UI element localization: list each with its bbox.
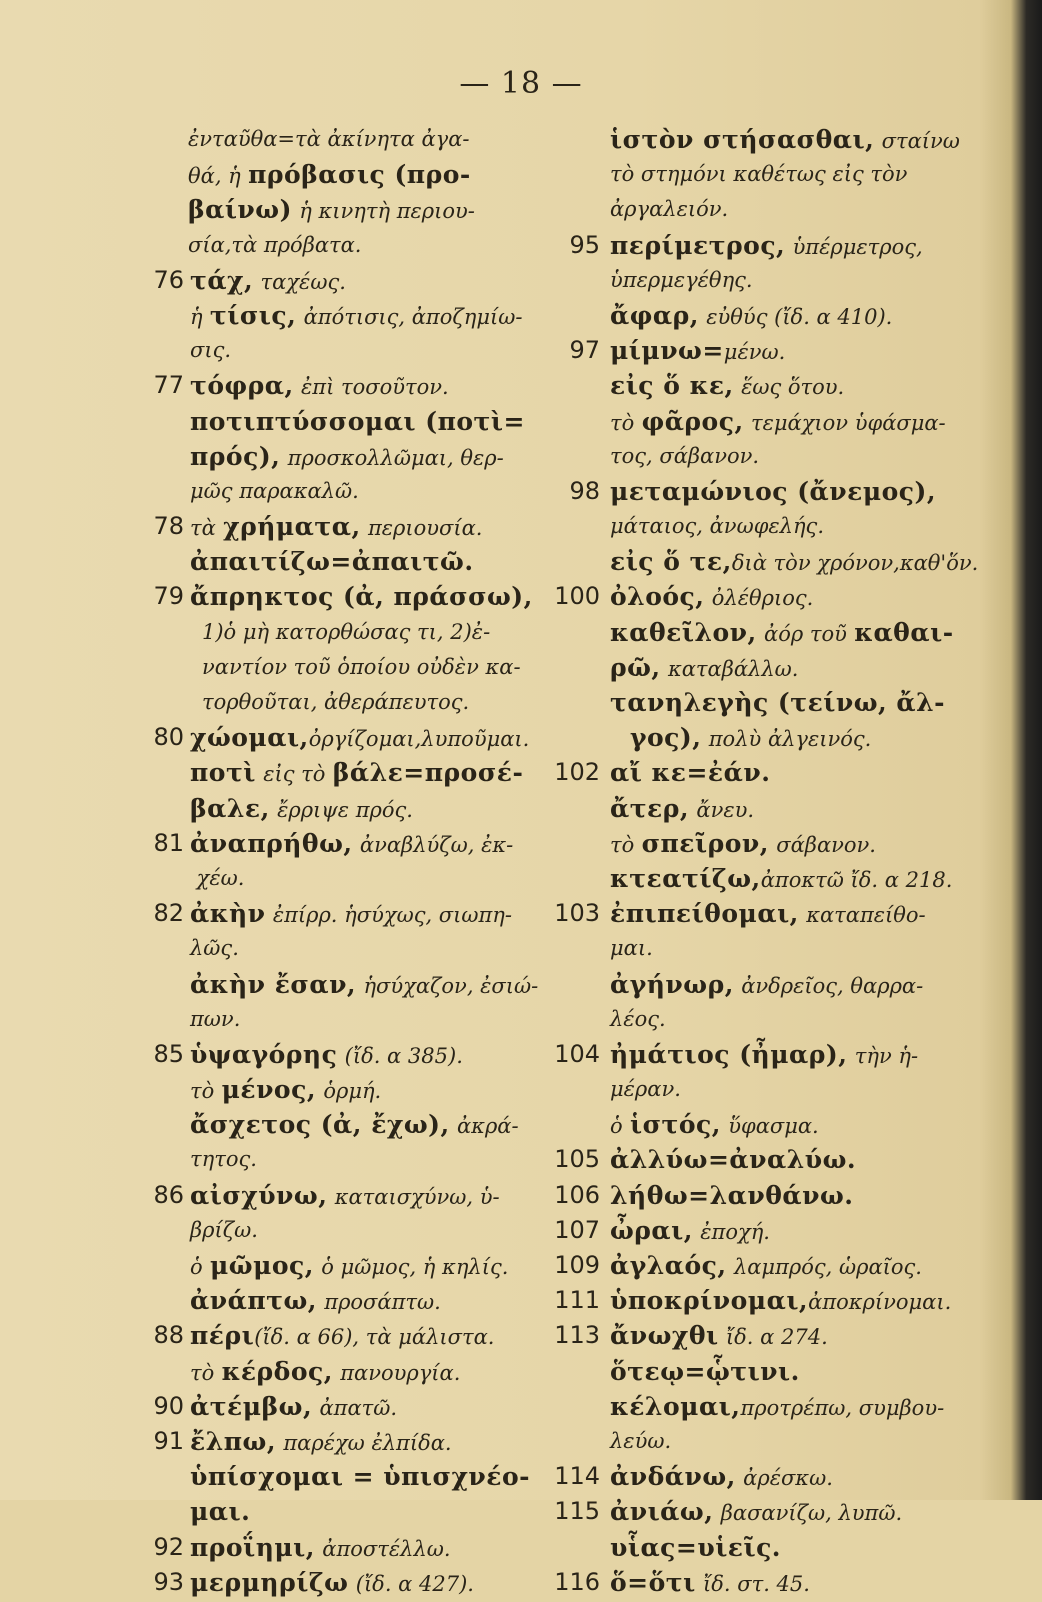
glossary-text: μεταμώνιος (ἄνεμος),	[610, 476, 937, 506]
line-number: 90	[153, 1391, 184, 1420]
glossary-line	[140, 157, 540, 192]
glossary-line	[540, 720, 980, 755]
glossary-line	[540, 1142, 980, 1177]
glossary-text: ἀλλύω=ἀναλύω.	[610, 1145, 857, 1175]
line-number: 91	[153, 1426, 184, 1455]
glossary-line	[140, 791, 540, 826]
glossary-line	[140, 1318, 540, 1353]
glossary-line	[540, 1459, 980, 1494]
glossary-line	[140, 1354, 540, 1389]
glossary-text: ἠμάτιος (ἦμαρ), τὴν ἡ-	[610, 1039, 919, 1069]
line-number: 116	[554, 1567, 600, 1596]
glossary-line	[140, 1389, 540, 1424]
glossary-line	[540, 1424, 980, 1459]
glossary-line	[140, 615, 540, 650]
glossary-line	[540, 967, 980, 1002]
glossary-text: προΐημι, ἀποστέλλω.	[190, 1532, 451, 1562]
glossary-text: εἰς ὅ τε,διὰ τὸν χρόνον,καθ'ὅν.	[610, 547, 979, 577]
glossary-line	[540, 861, 980, 896]
glossary-line	[140, 1037, 540, 1072]
line-number: 78	[153, 512, 184, 541]
glossary-text: καθεῖλον, ἀόρ τοῦ καθαι-	[610, 617, 954, 647]
glossary-text: μαι.	[610, 936, 653, 961]
glossary-line	[140, 1424, 540, 1459]
glossary-line	[540, 509, 980, 544]
glossary-line	[540, 544, 980, 579]
line-number: 97	[569, 336, 600, 365]
glossary-line	[140, 826, 540, 861]
glossary-text: βαίνω) ἡ κινητὴ περιου-	[188, 195, 475, 225]
line-number: 100	[554, 582, 600, 611]
glossary-line	[540, 228, 980, 263]
glossary-line	[140, 228, 540, 263]
glossary-text: ἐπιπείθομαι, καταπείθο-	[610, 899, 926, 929]
glossary-text: εἰς ὅ κε, ἕως ὅτου.	[610, 371, 845, 401]
glossary-line	[140, 861, 540, 896]
glossary-text: ναντίον τοῦ ὁποίου οὐδὲν κα-	[202, 654, 521, 679]
glossary-line	[140, 1530, 540, 1565]
glossary-text: τορθοῦται, ἀθεράπευτος.	[202, 690, 470, 714]
glossary-line	[540, 333, 980, 368]
glossary-text: ἄνωχθι ἴδ. α 274.	[610, 1321, 828, 1351]
glossary-line	[540, 826, 980, 861]
glossary-text: ἔλπω, παρέχω ἐλπίδα.	[190, 1426, 452, 1456]
glossary-line	[540, 404, 980, 439]
glossary-line	[140, 896, 540, 931]
glossary-text: ἀνδάνω, ἀρέσκω.	[610, 1462, 833, 1492]
glossary-text: τὸ μένος, ὁρμή.	[190, 1075, 382, 1105]
glossary-text: ὑψαγόρης (ἴδ. α 385).	[190, 1039, 463, 1069]
glossary-line	[540, 368, 980, 403]
glossary-text: ρῶ, καταβάλλω.	[610, 652, 799, 682]
glossary-line	[140, 1002, 540, 1037]
glossary-text: μάταιος, ἀνωφελής.	[610, 514, 824, 539]
glossary-line	[540, 1072, 980, 1107]
glossary-line	[540, 896, 980, 931]
glossary-text: σία,τὰ πρόβατα.	[188, 232, 362, 257]
glossary-line	[140, 650, 540, 685]
line-number: 114	[554, 1462, 600, 1491]
glossary-text: ἀγήνωρ, ἀνδρεῖος, θαρρα-	[610, 969, 924, 999]
glossary-line	[140, 544, 540, 579]
glossary-text: ἀκὴν ἐπίρρ. ἡσύχως, σιωπη-	[190, 899, 512, 929]
glossary-line	[540, 650, 980, 685]
glossary-text: μαι.	[190, 1497, 251, 1527]
glossary-text: πων.	[190, 1006, 241, 1031]
glossary-line	[540, 157, 980, 192]
line-number: 81	[153, 828, 184, 857]
glossary-text: τὰ χρήματα, περιουσία.	[190, 512, 483, 542]
glossary-line	[140, 579, 540, 614]
glossary-text: μίμνω=μένω.	[610, 336, 786, 366]
page-number: — 18 —	[459, 66, 583, 101]
glossary-line	[140, 509, 540, 544]
glossary-line	[540, 122, 980, 157]
glossary-text: τὸ κέρδος, πανουργία.	[190, 1356, 461, 1386]
line-number: 79	[153, 582, 184, 611]
glossary-line	[540, 1354, 980, 1389]
glossary-line	[540, 1248, 980, 1283]
glossary-text: ἀτέμβω, ἀπατῶ.	[190, 1391, 398, 1421]
glossary-text: ὁ μῶμος, ὁ μῶμος, ἡ κηλίς.	[190, 1251, 509, 1280]
glossary-text: λεύω.	[610, 1428, 672, 1453]
line-number: 113	[554, 1321, 600, 1350]
glossary-text: αἰσχύνω, καταισχύνω, ὑ-	[190, 1180, 500, 1210]
glossary-text: ἀκὴν ἔσαν, ἡσύχαζον, ἐσιώ-	[190, 969, 539, 999]
glossary-text: ἀνιάω, βασανίζω, λυπῶ.	[610, 1497, 903, 1527]
glossary-text: ἄπρηκτος (ἀ, πράσσω),	[190, 582, 533, 612]
line-number: 95	[569, 230, 600, 259]
glossary-line	[540, 791, 980, 826]
glossary-line	[540, 931, 980, 966]
line-number: 85	[153, 1039, 184, 1068]
glossary-line	[140, 1107, 540, 1142]
line-number: 88	[153, 1321, 184, 1350]
glossary-line	[140, 122, 540, 157]
glossary-text: ἀργαλειόν.	[610, 197, 729, 222]
glossary-text: τὸ στημόνι καθέτως εἰς τὸν	[610, 162, 908, 187]
glossary-line	[540, 1530, 980, 1565]
line-number: 82	[153, 899, 184, 928]
line-number: 103	[554, 899, 600, 928]
glossary-line	[540, 685, 980, 720]
glossary-text: ἄφαρ, εὐθύς (ἴδ. α 410).	[610, 300, 893, 330]
glossary-text: σις.	[190, 338, 232, 363]
glossary-text: ὑπερμεγέθης.	[610, 267, 753, 292]
line-number: 77	[153, 371, 184, 400]
line-number: 80	[153, 723, 184, 752]
glossary-text: κέλομαι,προτρέπω, συμβου-	[610, 1391, 945, 1421]
glossary-line	[140, 720, 540, 755]
glossary-line	[140, 1072, 540, 1107]
glossary-line	[140, 931, 540, 966]
glossary-text: τόφρα, ἐπὶ τοσοῦτον.	[190, 371, 449, 401]
glossary-line	[540, 579, 980, 614]
line-number: 93	[153, 1567, 184, 1596]
glossary-text: χώομαι,ὀργίζομαι,λυποῦμαι.	[190, 723, 530, 753]
glossary-text: μερμηρίζω (ἴδ. α 427).	[190, 1567, 474, 1597]
glossary-line	[140, 474, 540, 509]
right-column	[540, 122, 980, 1600]
line-number: 105	[554, 1145, 600, 1174]
glossary-line	[140, 368, 540, 403]
line-number: 76	[153, 265, 184, 294]
glossary-text: μέραν.	[610, 1077, 681, 1102]
glossary-text: αἴ κε=ἐάν.	[610, 758, 771, 788]
glossary-line	[140, 1565, 540, 1600]
glossary-text: βαλε, ἔρριψε πρός.	[190, 793, 413, 823]
glossary-line	[540, 1002, 980, 1037]
glossary-text: ἀγλαός, λαμπρός, ὡραῖος.	[610, 1251, 922, 1280]
line-number: 111	[554, 1286, 600, 1315]
glossary-text: ἄτερ, ἄνευ.	[610, 793, 755, 823]
glossary-line	[140, 192, 540, 227]
glossary-line	[140, 1213, 540, 1248]
glossary-line	[540, 1318, 980, 1353]
glossary-line	[540, 755, 980, 790]
glossary-line	[140, 263, 540, 298]
glossary-text: τὸ σπεῖρον, σάβανον.	[610, 828, 876, 858]
line-number: 106	[554, 1180, 600, 1209]
glossary-text: λῶς.	[190, 936, 239, 961]
glossary-line	[540, 439, 980, 474]
glossary-line	[540, 298, 980, 333]
glossary-text: ἡ τίσις, ἀπότισις, ἀποζημίω-	[190, 300, 523, 330]
glossary-text: κτεατίζω,ἀποκτῶ ἴδ. α 218.	[610, 863, 953, 893]
glossary-text: ὑποκρίνομαι,ἀποκρίνομαι.	[610, 1286, 952, 1316]
glossary-line	[140, 404, 540, 439]
glossary-text: ὁ ἱστός, ὕφασμα.	[610, 1110, 819, 1140]
glossary-text: ἀπαιτίζω=ἀπαιτῶ.	[190, 547, 474, 577]
line-number: 98	[569, 476, 600, 505]
line-number: 86	[153, 1180, 184, 1209]
glossary-text: πρός), προσκολλῶμαι, θερ-	[190, 441, 504, 471]
glossary-line	[540, 1213, 980, 1248]
glossary-line	[540, 1037, 980, 1072]
glossary-line	[140, 333, 540, 368]
glossary-text: ὑπίσχομαι = ὑπισχνέο-	[190, 1462, 530, 1492]
line-number: 115	[554, 1497, 600, 1526]
glossary-text: υἷας=υἱεῖς.	[610, 1532, 782, 1562]
glossary-text: τὸ φᾶρος, τεμάχιον ὑφάσμα-	[610, 406, 946, 436]
glossary-text: πέρι(ἴδ. α 66), τὰ μάλιστα.	[190, 1321, 495, 1351]
glossary-text: ποτὶ εἰς τὸ βάλε=προσέ-	[190, 758, 524, 788]
glossary-text: θά, ἡ πρόβασις (προ-	[188, 160, 471, 190]
glossary-text: γος), πολὺ ἀλγεινός.	[630, 723, 872, 753]
glossary-text: μῶς παρακαλῶ.	[190, 478, 359, 503]
glossary-line	[140, 685, 540, 720]
glossary-text: 1)ὁ μὴ κατορθώσας τι, 2)ἐ-	[202, 619, 491, 644]
glossary-text: ἀνάπτω, προσάπτω.	[190, 1286, 441, 1316]
glossary-line	[140, 1283, 540, 1318]
glossary-text: χέω.	[190, 865, 245, 890]
glossary-line	[540, 474, 980, 509]
line-number: 92	[153, 1532, 184, 1561]
line-number: 104	[554, 1039, 600, 1068]
glossary-text: ἀναπρήθω, ἀναβλύζω, ἐκ-	[190, 828, 514, 858]
glossary-text: ὅτεῳ=ᾧτινι.	[610, 1356, 800, 1386]
glossary-text: ἱστὸν στήσασθαι, σταίνω	[610, 125, 960, 154]
glossary-text: τος, σάβανον.	[610, 443, 760, 468]
left-column	[140, 122, 540, 1600]
glossary-line	[140, 298, 540, 333]
glossary-line	[540, 1389, 980, 1424]
glossary-line	[140, 1248, 540, 1283]
glossary-line	[540, 1107, 980, 1142]
glossary-line	[540, 192, 980, 227]
glossary-line	[540, 1565, 980, 1600]
glossary-line	[540, 263, 980, 298]
glossary-text: λήθω=λανθάνω.	[610, 1180, 854, 1210]
line-number: 107	[554, 1215, 600, 1244]
glossary-text: τανηλεγὴς (τείνω, ἄλ-	[610, 688, 946, 717]
line-number: 102	[554, 758, 600, 787]
glossary-line	[140, 439, 540, 474]
line-number: 109	[554, 1251, 600, 1279]
glossary-text: ἐνταῦθα=τὰ ἀκίνητα ἀγα-	[188, 127, 470, 151]
glossary-text: τητος.	[190, 1147, 257, 1172]
glossary-line	[540, 615, 980, 650]
glossary-line	[540, 1178, 980, 1213]
glossary-line	[140, 755, 540, 790]
glossary-text: λέος.	[610, 1006, 666, 1031]
glossary-line	[540, 1283, 980, 1318]
glossary-line	[140, 967, 540, 1002]
glossary-text: ἄσχετος (ἀ, ἔχω), ἀκρά-	[190, 1110, 519, 1140]
glossary-text: ὀλοός, ὀλέθριος.	[610, 582, 814, 612]
glossary-text: τάχ, ταχέως.	[190, 265, 346, 295]
glossary-line	[140, 1459, 540, 1494]
glossary-text: βρίζω.	[190, 1217, 258, 1242]
glossary-line	[140, 1142, 540, 1177]
glossary-line	[140, 1178, 540, 1213]
glossary-text: ὅ=ὅτι ἴδ. στ. 45.	[610, 1567, 810, 1597]
glossary-text: ποτιπτύσσομαι (ποτὶ=	[190, 406, 525, 436]
glossary-text: ὦραι, ἐποχή.	[610, 1215, 770, 1245]
glossary-text: περίμετρος, ὑπέρμετρος,	[610, 230, 923, 260]
